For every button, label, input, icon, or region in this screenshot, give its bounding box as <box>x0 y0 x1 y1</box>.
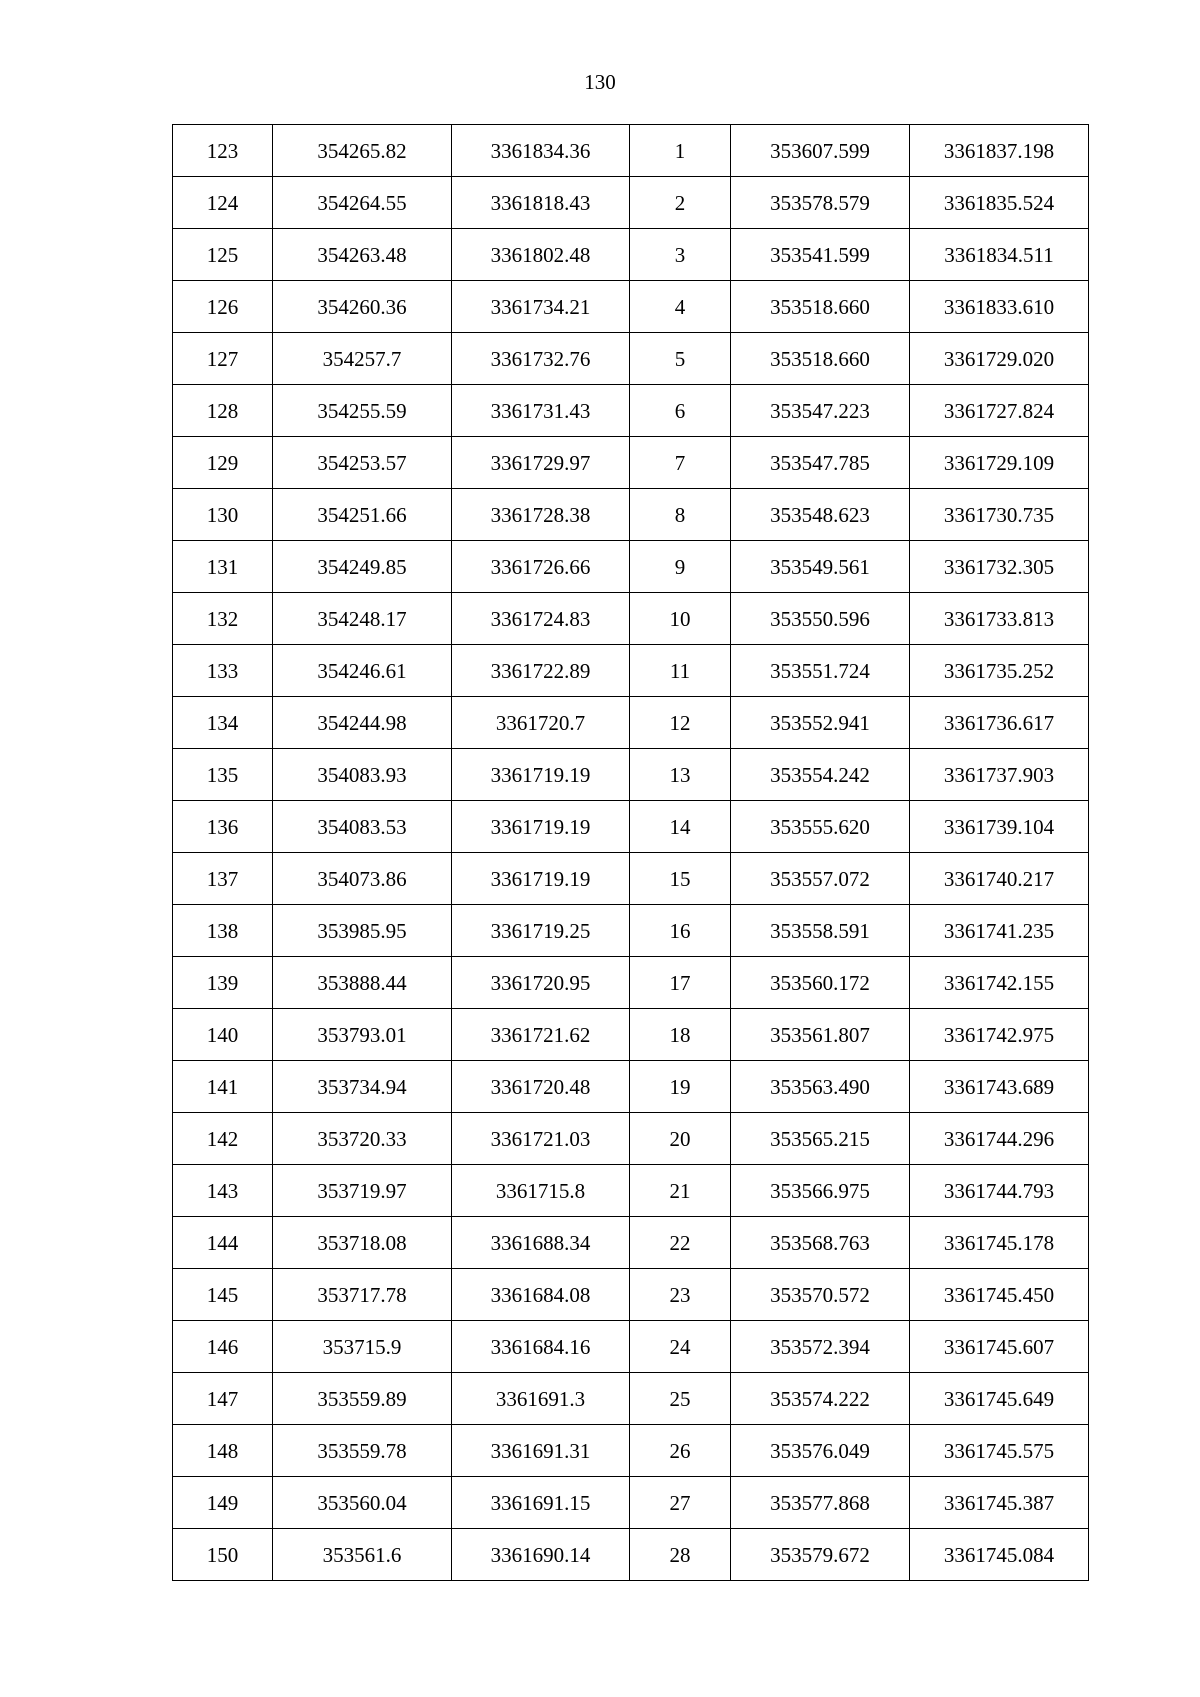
left-point-number-cell: 149 <box>173 1477 273 1529</box>
table-row <box>173 1373 1089 1425</box>
right-point-number-cell: 24 <box>630 1321 731 1373</box>
coordinate-table <box>172 124 1089 1581</box>
table-row <box>173 1477 1089 1529</box>
left-x-coordinate-cell: 353559.78 <box>273 1425 452 1477</box>
left-point-number-cell: 150 <box>173 1529 273 1581</box>
right-y-coordinate-cell: 3361744.296 <box>910 1113 1089 1165</box>
right-point-number-cell: 25 <box>630 1373 731 1425</box>
left-x-coordinate-cell: 354257.7 <box>273 333 452 385</box>
left-point-number-cell: 129 <box>173 437 273 489</box>
right-x-coordinate-cell: 353550.596 <box>731 593 910 645</box>
table-row <box>173 1269 1089 1321</box>
left-point-number-cell: 140 <box>173 1009 273 1061</box>
table-row <box>173 1529 1089 1581</box>
left-x-coordinate-cell: 354083.93 <box>273 749 452 801</box>
right-point-number-cell: 1 <box>630 125 731 177</box>
right-x-coordinate-cell: 353552.941 <box>731 697 910 749</box>
table-row <box>173 437 1089 489</box>
left-point-number-cell: 142 <box>173 1113 273 1165</box>
table-row <box>173 333 1089 385</box>
left-y-coordinate-cell: 3361715.8 <box>452 1165 630 1217</box>
right-y-coordinate-cell: 3361745.607 <box>910 1321 1089 1373</box>
left-point-number-cell: 133 <box>173 645 273 697</box>
left-x-coordinate-cell: 353719.97 <box>273 1165 452 1217</box>
left-x-coordinate-cell: 353720.33 <box>273 1113 452 1165</box>
right-y-coordinate-cell: 3361742.155 <box>910 957 1089 1009</box>
left-y-coordinate-cell: 3361684.08 <box>452 1269 630 1321</box>
right-y-coordinate-cell: 3361837.198 <box>910 125 1089 177</box>
left-y-coordinate-cell: 3361724.83 <box>452 593 630 645</box>
left-y-coordinate-cell: 3361731.43 <box>452 385 630 437</box>
left-x-coordinate-cell: 354264.55 <box>273 177 452 229</box>
right-point-number-cell: 28 <box>630 1529 731 1581</box>
right-point-number-cell: 18 <box>630 1009 731 1061</box>
right-point-number-cell: 10 <box>630 593 731 645</box>
right-y-coordinate-cell: 3361729.020 <box>910 333 1089 385</box>
left-x-coordinate-cell: 354073.86 <box>273 853 452 905</box>
left-x-coordinate-cell: 353985.95 <box>273 905 452 957</box>
left-y-coordinate-cell: 3361719.19 <box>452 853 630 905</box>
right-x-coordinate-cell: 353577.868 <box>731 1477 910 1529</box>
right-point-number-cell: 12 <box>630 697 731 749</box>
right-x-coordinate-cell: 353560.172 <box>731 957 910 1009</box>
right-y-coordinate-cell: 3361736.617 <box>910 697 1089 749</box>
table-row <box>173 957 1089 1009</box>
right-point-number-cell: 13 <box>630 749 731 801</box>
right-point-number-cell: 27 <box>630 1477 731 1529</box>
left-y-coordinate-cell: 3361722.89 <box>452 645 630 697</box>
left-y-coordinate-cell: 3361720.95 <box>452 957 630 1009</box>
right-x-coordinate-cell: 353578.579 <box>731 177 910 229</box>
right-point-number-cell: 2 <box>630 177 731 229</box>
left-point-number-cell: 130 <box>173 489 273 541</box>
right-y-coordinate-cell: 3361732.305 <box>910 541 1089 593</box>
left-point-number-cell: 123 <box>173 125 273 177</box>
right-point-number-cell: 7 <box>630 437 731 489</box>
right-y-coordinate-cell: 3361745.178 <box>910 1217 1089 1269</box>
right-x-coordinate-cell: 353607.599 <box>731 125 910 177</box>
right-x-coordinate-cell: 353572.394 <box>731 1321 910 1373</box>
table-row <box>173 801 1089 853</box>
right-point-number-cell: 5 <box>630 333 731 385</box>
right-x-coordinate-cell: 353561.807 <box>731 1009 910 1061</box>
table-row <box>173 1061 1089 1113</box>
left-point-number-cell: 131 <box>173 541 273 593</box>
right-x-coordinate-cell: 353574.222 <box>731 1373 910 1425</box>
left-y-coordinate-cell: 3361719.25 <box>452 905 630 957</box>
right-y-coordinate-cell: 3361729.109 <box>910 437 1089 489</box>
left-x-coordinate-cell: 354253.57 <box>273 437 452 489</box>
right-x-coordinate-cell: 353551.724 <box>731 645 910 697</box>
left-point-number-cell: 148 <box>173 1425 273 1477</box>
right-x-coordinate-cell: 353557.072 <box>731 853 910 905</box>
left-point-number-cell: 128 <box>173 385 273 437</box>
left-y-coordinate-cell: 3361691.15 <box>452 1477 630 1529</box>
right-y-coordinate-cell: 3361727.824 <box>910 385 1089 437</box>
table-row <box>173 853 1089 905</box>
right-point-number-cell: 19 <box>630 1061 731 1113</box>
left-x-coordinate-cell: 353793.01 <box>273 1009 452 1061</box>
left-x-coordinate-cell: 354249.85 <box>273 541 452 593</box>
table-row <box>173 749 1089 801</box>
left-y-coordinate-cell: 3361688.34 <box>452 1217 630 1269</box>
left-x-coordinate-cell: 354244.98 <box>273 697 452 749</box>
left-y-coordinate-cell: 3361691.31 <box>452 1425 630 1477</box>
right-point-number-cell: 3 <box>630 229 731 281</box>
left-y-coordinate-cell: 3361691.3 <box>452 1373 630 1425</box>
right-y-coordinate-cell: 3361743.689 <box>910 1061 1089 1113</box>
right-point-number-cell: 6 <box>630 385 731 437</box>
table-row <box>173 645 1089 697</box>
left-y-coordinate-cell: 3361732.76 <box>452 333 630 385</box>
left-y-coordinate-cell: 3361726.66 <box>452 541 630 593</box>
left-x-coordinate-cell: 353715.9 <box>273 1321 452 1373</box>
table-row <box>173 697 1089 749</box>
left-y-coordinate-cell: 3361720.7 <box>452 697 630 749</box>
right-y-coordinate-cell: 3361745.575 <box>910 1425 1089 1477</box>
right-x-coordinate-cell: 353566.975 <box>731 1165 910 1217</box>
left-x-coordinate-cell: 354265.82 <box>273 125 452 177</box>
right-point-number-cell: 22 <box>630 1217 731 1269</box>
right-x-coordinate-cell: 353568.763 <box>731 1217 910 1269</box>
right-y-coordinate-cell: 3361730.735 <box>910 489 1089 541</box>
left-y-coordinate-cell: 3361834.36 <box>452 125 630 177</box>
right-y-coordinate-cell: 3361835.524 <box>910 177 1089 229</box>
table-row <box>173 1113 1089 1165</box>
table-row <box>173 489 1089 541</box>
table-row <box>173 1321 1089 1373</box>
right-x-coordinate-cell: 353548.623 <box>731 489 910 541</box>
right-x-coordinate-cell: 353565.215 <box>731 1113 910 1165</box>
table-row <box>173 905 1089 957</box>
right-x-coordinate-cell: 353576.049 <box>731 1425 910 1477</box>
right-point-number-cell: 9 <box>630 541 731 593</box>
right-y-coordinate-cell: 3361740.217 <box>910 853 1089 905</box>
left-point-number-cell: 144 <box>173 1217 273 1269</box>
right-x-coordinate-cell: 353563.490 <box>731 1061 910 1113</box>
right-point-number-cell: 16 <box>630 905 731 957</box>
left-point-number-cell: 125 <box>173 229 273 281</box>
left-point-number-cell: 146 <box>173 1321 273 1373</box>
right-point-number-cell: 20 <box>630 1113 731 1165</box>
right-y-coordinate-cell: 3361737.903 <box>910 749 1089 801</box>
right-x-coordinate-cell: 353518.660 <box>731 281 910 333</box>
table-row <box>173 1425 1089 1477</box>
right-point-number-cell: 21 <box>630 1165 731 1217</box>
right-x-coordinate-cell: 353549.561 <box>731 541 910 593</box>
right-y-coordinate-cell: 3361742.975 <box>910 1009 1089 1061</box>
right-point-number-cell: 17 <box>630 957 731 1009</box>
right-y-coordinate-cell: 3361744.793 <box>910 1165 1089 1217</box>
right-y-coordinate-cell: 3361745.387 <box>910 1477 1089 1529</box>
right-x-coordinate-cell: 353579.672 <box>731 1529 910 1581</box>
table-row <box>173 1217 1089 1269</box>
table-row <box>173 385 1089 437</box>
left-y-coordinate-cell: 3361734.21 <box>452 281 630 333</box>
right-y-coordinate-cell: 3361745.649 <box>910 1373 1089 1425</box>
left-y-coordinate-cell: 3361719.19 <box>452 801 630 853</box>
left-y-coordinate-cell: 3361729.97 <box>452 437 630 489</box>
left-point-number-cell: 134 <box>173 697 273 749</box>
right-point-number-cell: 14 <box>630 801 731 853</box>
right-point-number-cell: 23 <box>630 1269 731 1321</box>
left-y-coordinate-cell: 3361721.03 <box>452 1113 630 1165</box>
left-x-coordinate-cell: 353717.78 <box>273 1269 452 1321</box>
left-x-coordinate-cell: 354246.61 <box>273 645 452 697</box>
left-y-coordinate-cell: 3361684.16 <box>452 1321 630 1373</box>
left-point-number-cell: 143 <box>173 1165 273 1217</box>
right-x-coordinate-cell: 353555.620 <box>731 801 910 853</box>
left-y-coordinate-cell: 3361721.62 <box>452 1009 630 1061</box>
right-point-number-cell: 8 <box>630 489 731 541</box>
left-point-number-cell: 136 <box>173 801 273 853</box>
left-point-number-cell: 124 <box>173 177 273 229</box>
left-point-number-cell: 138 <box>173 905 273 957</box>
left-y-coordinate-cell: 3361802.48 <box>452 229 630 281</box>
left-x-coordinate-cell: 354255.59 <box>273 385 452 437</box>
right-point-number-cell: 11 <box>630 645 731 697</box>
right-y-coordinate-cell: 3361833.610 <box>910 281 1089 333</box>
left-point-number-cell: 135 <box>173 749 273 801</box>
left-point-number-cell: 139 <box>173 957 273 1009</box>
table-row <box>173 541 1089 593</box>
left-x-coordinate-cell: 354083.53 <box>273 801 452 853</box>
left-point-number-cell: 141 <box>173 1061 273 1113</box>
table-body <box>173 125 1089 1581</box>
left-y-coordinate-cell: 3361720.48 <box>452 1061 630 1113</box>
left-y-coordinate-cell: 3361690.14 <box>452 1529 630 1581</box>
table-row <box>173 177 1089 229</box>
table-row <box>173 593 1089 645</box>
left-point-number-cell: 147 <box>173 1373 273 1425</box>
left-x-coordinate-cell: 353734.94 <box>273 1061 452 1113</box>
left-x-coordinate-cell: 354263.48 <box>273 229 452 281</box>
left-x-coordinate-cell: 353888.44 <box>273 957 452 1009</box>
left-point-number-cell: 137 <box>173 853 273 905</box>
right-x-coordinate-cell: 353554.242 <box>731 749 910 801</box>
table-row <box>173 125 1089 177</box>
left-point-number-cell: 126 <box>173 281 273 333</box>
right-x-coordinate-cell: 353541.599 <box>731 229 910 281</box>
left-point-number-cell: 127 <box>173 333 273 385</box>
right-point-number-cell: 15 <box>630 853 731 905</box>
right-x-coordinate-cell: 353558.591 <box>731 905 910 957</box>
left-y-coordinate-cell: 3361728.38 <box>452 489 630 541</box>
right-x-coordinate-cell: 353547.785 <box>731 437 910 489</box>
left-x-coordinate-cell: 353561.6 <box>273 1529 452 1581</box>
left-y-coordinate-cell: 3361818.43 <box>452 177 630 229</box>
right-x-coordinate-cell: 353547.223 <box>731 385 910 437</box>
right-point-number-cell: 4 <box>630 281 731 333</box>
left-x-coordinate-cell: 354248.17 <box>273 593 452 645</box>
left-x-coordinate-cell: 354251.66 <box>273 489 452 541</box>
right-point-number-cell: 26 <box>630 1425 731 1477</box>
left-x-coordinate-cell: 354260.36 <box>273 281 452 333</box>
right-y-coordinate-cell: 3361834.511 <box>910 229 1089 281</box>
right-x-coordinate-cell: 353570.572 <box>731 1269 910 1321</box>
table-row <box>173 281 1089 333</box>
left-x-coordinate-cell: 353560.04 <box>273 1477 452 1529</box>
right-y-coordinate-cell: 3361733.813 <box>910 593 1089 645</box>
right-y-coordinate-cell: 3361739.104 <box>910 801 1089 853</box>
right-y-coordinate-cell: 3361741.235 <box>910 905 1089 957</box>
page-number: 130 <box>584 70 616 94</box>
right-x-coordinate-cell: 353518.660 <box>731 333 910 385</box>
left-x-coordinate-cell: 353559.89 <box>273 1373 452 1425</box>
left-point-number-cell: 132 <box>173 593 273 645</box>
left-y-coordinate-cell: 3361719.19 <box>452 749 630 801</box>
table-row <box>173 1165 1089 1217</box>
left-x-coordinate-cell: 353718.08 <box>273 1217 452 1269</box>
table-row <box>173 1009 1089 1061</box>
left-point-number-cell: 145 <box>173 1269 273 1321</box>
right-y-coordinate-cell: 3361745.450 <box>910 1269 1089 1321</box>
right-y-coordinate-cell: 3361735.252 <box>910 645 1089 697</box>
right-y-coordinate-cell: 3361745.084 <box>910 1529 1089 1581</box>
table-row <box>173 229 1089 281</box>
